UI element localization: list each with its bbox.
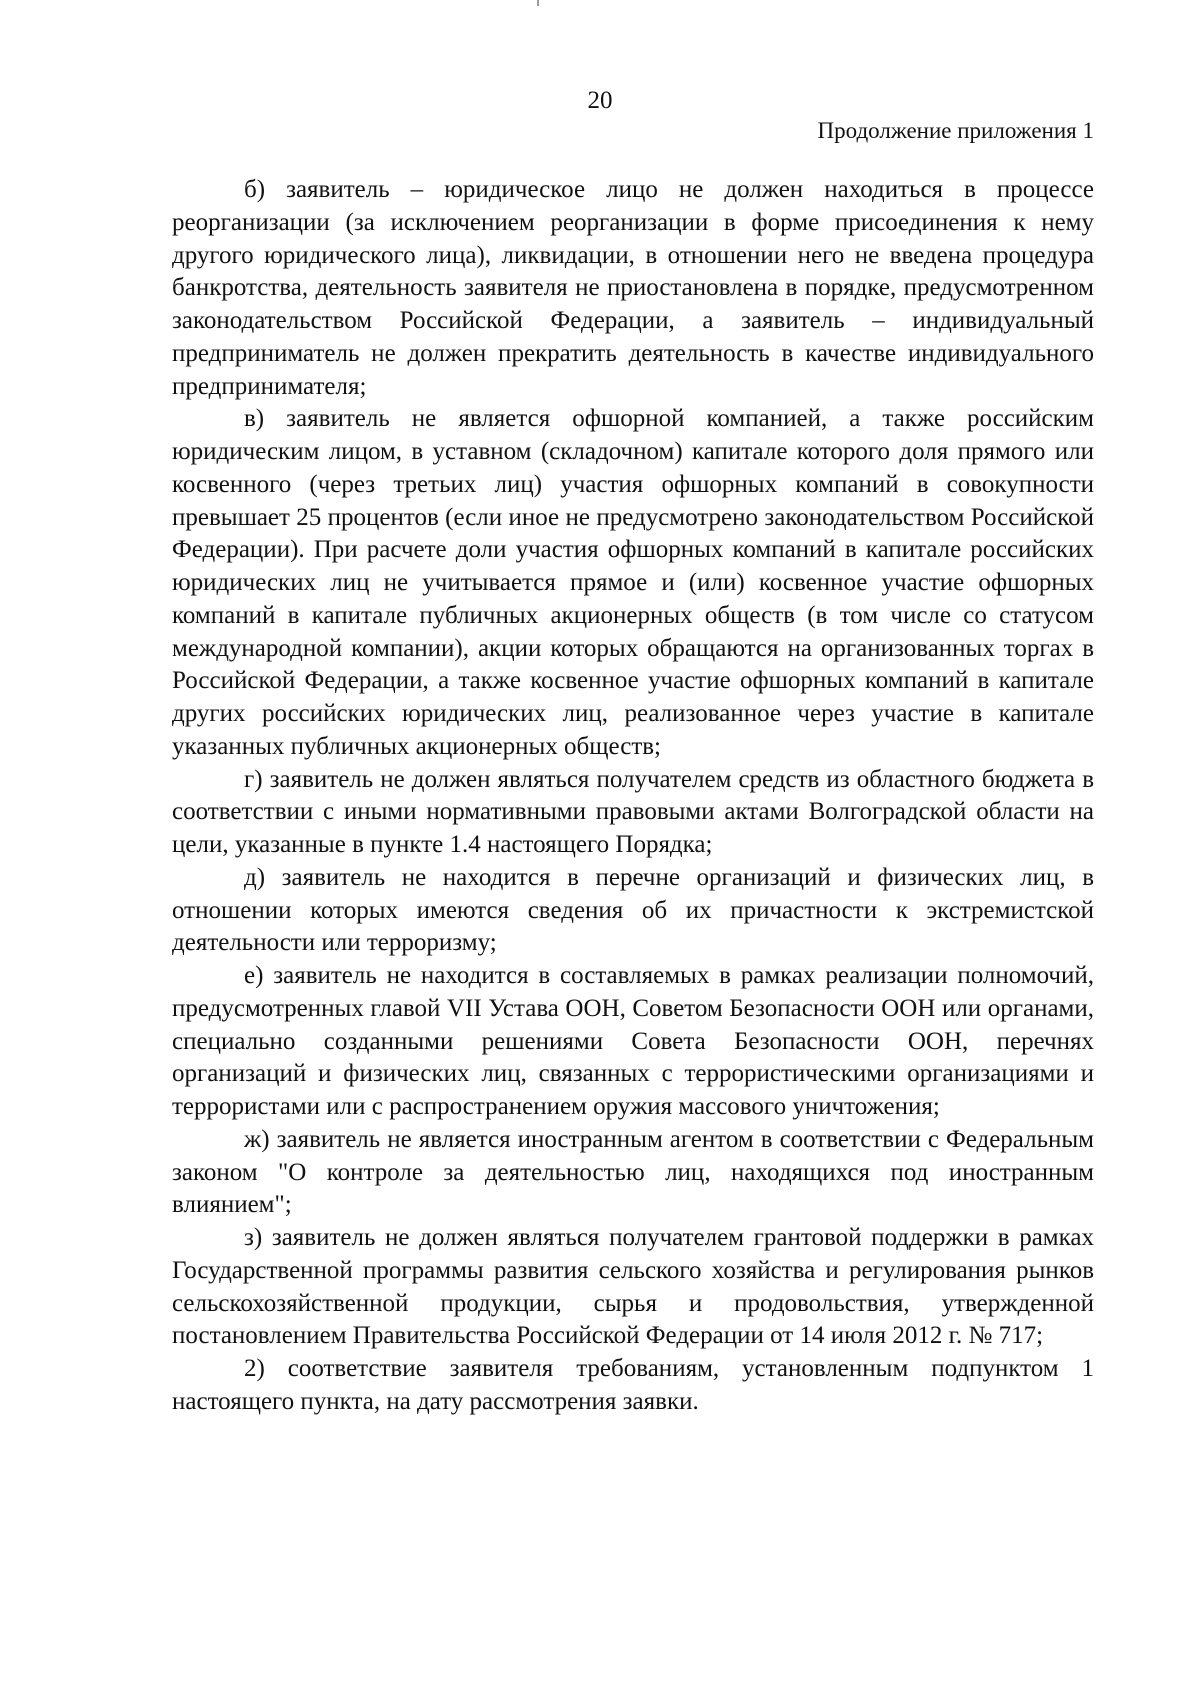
paragraph-v: в) заявитель не является офшорной компанией, а также российским юридическим лицом, в уставном (складочном) капитале которого доля прямого или косвенного (через третьих лиц) участия офшорных компаний в совокупности превышает 25 процентов (если иное не предусмотрено законодательством Российской Федерации). При расчете доли участия офшорных компаний в капитале российских юридических лиц не учитывается прямое и (или) косвенное участие офшорных компаний в капитале публичных акционерных обществ (в том числе со статусом международной компании), акции которых обращаются на организованных торгах в Российской Федерации, а также косвенное участие офшорных компаний в капитале других российских юридических лиц, реализованное через участие в капитале указанных публичных акционерных обществ; [172, 405, 1094, 760]
paragraph-z: з) заявитель не должен являться получателем грантовой поддержки в рамках Государственной программы развития сельского хозяйства и регулирования рынков сельскохозяйственной продукции, сырья и продовольствия, утвержденной постановлением Правительства Российской Федерации от 14 июля 2012 г. № 717; [172, 1224, 1094, 1350]
paragraph-2: 2) соответствие заявителя требованиям, установленным подпунктом 1 настоящего пункта, на дату рассмотрения заявки. [172, 1355, 1094, 1415]
page-number: 20 [587, 87, 613, 114]
paragraph-d: д) заявитель не находится в перечне организаций и физических лиц, в отношении которых имеются сведения об их причастности к экстремистской деятельности или терроризму; [172, 863, 1094, 957]
paragraph-e: е) заявитель не находится в составляемых в рамках реализации полномочий, предусмотренных главой VII Устава ООН, Советом Безопасности ООН или органами, специально созданными решениями Совета Безопасности ООН, перечнях организаций и физических лиц, связанных с террористическими организациями и террористами или с распространением оружия массового уничтожения; [172, 962, 1094, 1120]
scan-mark [537, 0, 539, 6]
paragraph-b: б) заявитель – юридическое лицо не должен находиться в процессе реорганизации (за исключением реорганизации в форме присоединения к нему другого юридического лица), ликвидации, в отношении него не введена процедура банкротства, деятельность заявителя не приостановлена в порядке, предусмотренном законодательством Российской Федерации, а заявитель – индивидуальный предприниматель не должен прекратить деятельность в качестве индивидуального предпринимателя; [172, 176, 1094, 400]
paragraph-g: г) заявитель не должен являться получателем средств из областного бюджета в соответствии с иными нормативными правовыми актами Волгоградской области на цели, указанные в пункте 1.4 настоящего Порядка; [172, 765, 1094, 858]
document-body [172, 174, 1094, 1419]
paragraph-zh: ж) заявитель не является иностранным агентом в соответствии с Федеральным законом "О контроле за деятельностью лиц, находящихся под иностранным влиянием"; [172, 1125, 1094, 1219]
appendix-continuation-label: Продолжение приложения 1 [817, 118, 1094, 143]
